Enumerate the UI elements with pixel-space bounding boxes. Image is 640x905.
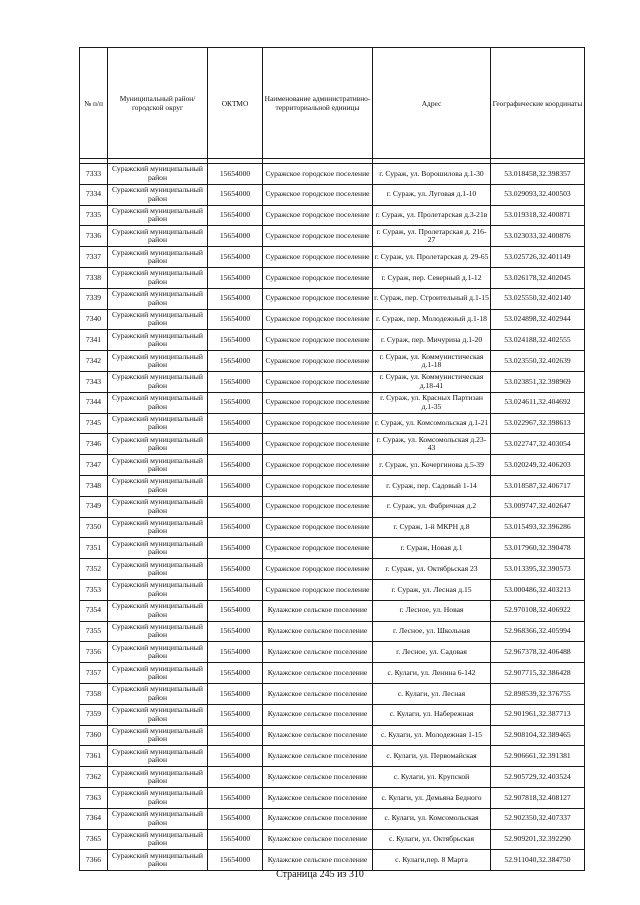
cell-oktmo: 15654000 <box>208 330 263 351</box>
cell-num: 7349 <box>80 496 108 517</box>
table-row <box>80 184 585 205</box>
table-row <box>80 434 585 455</box>
cell-oktmo: 15654000 <box>208 247 263 268</box>
cell-coords: 52.907715,32.386428 <box>491 663 585 684</box>
cell-name: Суражское городское поселение <box>263 496 373 517</box>
table-row <box>80 496 585 517</box>
cell-municipality: Суражский муниципальный район <box>108 579 208 600</box>
cell-name: Кулажское сельское поселение <box>263 600 373 621</box>
cell-num: 7348 <box>80 475 108 496</box>
header-oktmo: ОКТМО <box>208 48 263 159</box>
cell-coords: 53.018587,32.406717 <box>491 475 585 496</box>
cell-name: Суражское городское поселение <box>263 517 373 538</box>
cell-name: Кулажское сельское поселение <box>263 767 373 788</box>
cell-oktmo: 15654000 <box>208 288 263 309</box>
cell-address: с. Кулаги, ул. Октябрьская <box>373 829 491 850</box>
cell-num: 7345 <box>80 413 108 434</box>
cell-name: Кулажское сельское поселение <box>263 725 373 746</box>
cell-coords: 52.908104,32.389465 <box>491 725 585 746</box>
cell-address: с. Кулаги, ул. Демьяна Бедного <box>373 787 491 808</box>
cell-name: Суражское городское поселение <box>263 309 373 330</box>
cell-num: 7353 <box>80 579 108 600</box>
cell-name: Суражское городское поселение <box>263 267 373 288</box>
table-row <box>80 205 585 226</box>
header-name: Наименование административно-территориальной единицы <box>263 48 373 159</box>
table-row <box>80 309 585 330</box>
cell-address: г. Сураж, пер. Молодежный д.1-18 <box>373 309 491 330</box>
cell-coords: 53.022967,32.398613 <box>491 413 585 434</box>
cell-oktmo: 15654000 <box>208 621 263 642</box>
cell-address: г. Сураж, пер. Северный д.1-12 <box>373 267 491 288</box>
cell-num: 7339 <box>80 288 108 309</box>
table-row <box>80 559 585 580</box>
cell-municipality: Суражский муниципальный район <box>108 642 208 663</box>
cell-address: с. Кулаги,пер. 8 Марта <box>373 850 491 871</box>
cell-name: Кулажское сельское поселение <box>263 683 373 704</box>
cell-coords: 53.009747,32.402647 <box>491 496 585 517</box>
cell-num: 7363 <box>80 787 108 808</box>
cell-address: г. Сураж, ул. Луговая д.1-10 <box>373 184 491 205</box>
table-row <box>80 579 585 600</box>
cell-municipality: Суражский муниципальный район <box>108 184 208 205</box>
cell-num: 7343 <box>80 371 108 392</box>
cell-num: 7358 <box>80 683 108 704</box>
cell-name: Суражское городское поселение <box>263 184 373 205</box>
cell-municipality: Суражский муниципальный район <box>108 600 208 621</box>
table-row <box>80 725 585 746</box>
cell-oktmo: 15654000 <box>208 642 263 663</box>
table-row <box>80 517 585 538</box>
cell-num: 7350 <box>80 517 108 538</box>
cell-coords: 53.019318,32.400871 <box>491 205 585 226</box>
cell-coords: 52.906661,32.391381 <box>491 746 585 767</box>
header-address: Адрес <box>373 48 491 159</box>
cell-address: г. Сураж, ул. Комсомольская д.23-43 <box>373 434 491 455</box>
table-row <box>80 808 585 829</box>
registry-table <box>79 47 585 871</box>
cell-coords: 52.898539,32.376755 <box>491 683 585 704</box>
cell-name: Суражское городское поселение <box>263 330 373 351</box>
cell-address: г. Сураж, ул. Коммунистическая д.18-41 <box>373 371 491 392</box>
cell-municipality: Суражский муниципальный район <box>108 164 208 185</box>
cell-oktmo: 15654000 <box>208 767 263 788</box>
table-row <box>80 330 585 351</box>
cell-municipality: Суражский муниципальный район <box>108 746 208 767</box>
cell-address: с. Кулаги, ул. Лесная <box>373 683 491 704</box>
cell-municipality: Суражский муниципальный район <box>108 434 208 455</box>
table-row <box>80 392 585 413</box>
cell-oktmo: 15654000 <box>208 725 263 746</box>
cell-municipality: Суражский муниципальный район <box>108 351 208 372</box>
table-row <box>80 413 585 434</box>
cell-address: г. Сураж, ул. Кочергинова д.5-39 <box>373 455 491 476</box>
cell-num: 7361 <box>80 746 108 767</box>
page-number: Страница 245 из 310 <box>276 869 364 880</box>
cell-address: с. Кулаги, ул. Молодежная 1-15 <box>373 725 491 746</box>
cell-name: Кулажское сельское поселение <box>263 829 373 850</box>
cell-municipality: Суражский муниципальный район <box>108 808 208 829</box>
cell-municipality: Суражский муниципальный район <box>108 226 208 247</box>
cell-coords: 52.970108,32.406922 <box>491 600 585 621</box>
cell-coords: 53.025726,32.401149 <box>491 247 585 268</box>
cell-oktmo: 15654000 <box>208 267 263 288</box>
cell-oktmo: 15654000 <box>208 517 263 538</box>
cell-municipality: Суражский муниципальный район <box>108 371 208 392</box>
table-row <box>80 621 585 642</box>
cell-municipality: Суражский муниципальный район <box>108 392 208 413</box>
cell-oktmo: 15654000 <box>208 850 263 871</box>
cell-address: г. Сураж, пер. Садовый 1-14 <box>373 475 491 496</box>
table-body <box>80 159 585 871</box>
table-row <box>80 704 585 725</box>
cell-address: г. Сураж, ул. Красных Партизан д.1-35 <box>373 392 491 413</box>
cell-address: г. Сураж, ул. Пролетарская д. 29-65 <box>373 247 491 268</box>
cell-name: Суражское городское поселение <box>263 371 373 392</box>
cell-oktmo: 15654000 <box>208 392 263 413</box>
cell-name: Суражское городское поселение <box>263 559 373 580</box>
cell-num: 7364 <box>80 808 108 829</box>
table-row <box>80 829 585 850</box>
cell-address: г. Сураж, пер. Мичурина д.1-20 <box>373 330 491 351</box>
cell-name: Кулажское сельское поселение <box>263 642 373 663</box>
cell-oktmo: 15654000 <box>208 475 263 496</box>
cell-name: Суражское городское поселение <box>263 413 373 434</box>
cell-municipality: Суражский муниципальный район <box>108 850 208 871</box>
cell-municipality: Суражский муниципальный район <box>108 330 208 351</box>
cell-coords: 53.013395,32.390573 <box>491 559 585 580</box>
cell-address: с. Кулаги, ул. Первомайская <box>373 746 491 767</box>
table-row <box>80 663 585 684</box>
cell-municipality: Суражский муниципальный район <box>108 787 208 808</box>
cell-address: г. Сураж, ул. Октябрьская 23 <box>373 559 491 580</box>
cell-address: с. Кулаги, ул. Набережная <box>373 704 491 725</box>
cell-oktmo: 15654000 <box>208 434 263 455</box>
table-row <box>80 288 585 309</box>
cell-name: Суражское городское поселение <box>263 205 373 226</box>
cell-name: Кулажское сельское поселение <box>263 704 373 725</box>
table-row <box>80 787 585 808</box>
cell-municipality: Суражский муниципальный район <box>108 663 208 684</box>
table-row <box>80 600 585 621</box>
cell-num: 7338 <box>80 267 108 288</box>
cell-coords: 52.967378,32.406488 <box>491 642 585 663</box>
cell-municipality: Суражский муниципальный район <box>108 683 208 704</box>
cell-num: 7333 <box>80 164 108 185</box>
cell-num: 7356 <box>80 642 108 663</box>
cell-address: с. Кулаги, ул. Комсомольская <box>373 808 491 829</box>
cell-coords: 53.015493,32.396286 <box>491 517 585 538</box>
cell-oktmo: 15654000 <box>208 184 263 205</box>
cell-coords: 52.907818,32.408127 <box>491 787 585 808</box>
cell-address: г. Лесное, ул. Новая <box>373 600 491 621</box>
cell-name: Суражское городское поселение <box>263 351 373 372</box>
cell-name: Кулажское сельское поселение <box>263 663 373 684</box>
cell-coords: 53.020249,32.406203 <box>491 455 585 476</box>
cell-oktmo: 15654000 <box>208 455 263 476</box>
cell-municipality: Суражский муниципальный район <box>108 288 208 309</box>
cell-municipality: Суражский муниципальный район <box>108 559 208 580</box>
table-row <box>80 247 585 268</box>
cell-address: г. Лесное, ул. Школьная <box>373 621 491 642</box>
cell-municipality: Суражский муниципальный район <box>108 538 208 559</box>
cell-oktmo: 15654000 <box>208 371 263 392</box>
cell-coords: 53.023033,32.400876 <box>491 226 585 247</box>
cell-num: 7334 <box>80 184 108 205</box>
table-row <box>80 371 585 392</box>
cell-coords: 53.023550,32.402639 <box>491 351 585 372</box>
cell-coords: 52.911040,32.384750 <box>491 850 585 871</box>
table-row <box>80 267 585 288</box>
cell-oktmo: 15654000 <box>208 309 263 330</box>
cell-num: 7337 <box>80 247 108 268</box>
cell-address: г. Сураж, 1-й МКРН д.8 <box>373 517 491 538</box>
cell-address: г. Сураж, ул. Фабричная д.2 <box>373 496 491 517</box>
cell-oktmo: 15654000 <box>208 746 263 767</box>
cell-num: 7366 <box>80 850 108 871</box>
cell-num: 7362 <box>80 767 108 788</box>
cell-num: 7352 <box>80 559 108 580</box>
cell-municipality: Суражский муниципальный район <box>108 455 208 476</box>
cell-oktmo: 15654000 <box>208 579 263 600</box>
cell-name: Кулажское сельское поселение <box>263 621 373 642</box>
table-header-row <box>80 48 585 159</box>
cell-name: Суражское городское поселение <box>263 247 373 268</box>
cell-num: 7354 <box>80 600 108 621</box>
cell-address: г. Сураж, ул. Лесная д.15 <box>373 579 491 600</box>
cell-address: с. Кулаги, ул. Ленина 6-142 <box>373 663 491 684</box>
cell-municipality: Суражский муниципальный район <box>108 517 208 538</box>
cell-name: Суражское городское поселение <box>263 579 373 600</box>
cell-coords: 53.024611,32.404692 <box>491 392 585 413</box>
cell-municipality: Суражский муниципальный район <box>108 621 208 642</box>
table-row <box>80 767 585 788</box>
cell-address: г. Сураж, ул. Пролетарская д. 216-27 <box>373 226 491 247</box>
cell-oktmo: 15654000 <box>208 808 263 829</box>
cell-municipality: Суражский муниципальный район <box>108 704 208 725</box>
cell-oktmo: 15654000 <box>208 787 263 808</box>
cell-coords: 53.018458,32.398357 <box>491 164 585 185</box>
cell-oktmo: 15654000 <box>208 413 263 434</box>
cell-municipality: Суражский муниципальный район <box>108 475 208 496</box>
cell-num: 7359 <box>80 704 108 725</box>
cell-oktmo: 15654000 <box>208 663 263 684</box>
cell-coords: 52.909201,32.392290 <box>491 829 585 850</box>
cell-municipality: Суражский муниципальный район <box>108 309 208 330</box>
cell-coords: 52.902350,32.407337 <box>491 808 585 829</box>
cell-name: Суражское городское поселение <box>263 538 373 559</box>
cell-name: Суражское городское поселение <box>263 392 373 413</box>
cell-num: 7357 <box>80 663 108 684</box>
cell-oktmo: 15654000 <box>208 205 263 226</box>
cell-coords: 53.026178,32.402045 <box>491 267 585 288</box>
table-row <box>80 164 585 185</box>
header-coords: Географические координаты <box>491 48 585 159</box>
cell-municipality: Суражский муниципальный район <box>108 829 208 850</box>
cell-oktmo: 15654000 <box>208 683 263 704</box>
table-row <box>80 226 585 247</box>
table-row <box>80 746 585 767</box>
table-row <box>80 850 585 871</box>
cell-municipality: Суражский муниципальный район <box>108 247 208 268</box>
cell-name: Суражское городское поселение <box>263 455 373 476</box>
cell-address: г. Сураж, Новая д.1 <box>373 538 491 559</box>
table-row <box>80 455 585 476</box>
cell-municipality: Суражский муниципальный район <box>108 725 208 746</box>
cell-num: 7342 <box>80 351 108 372</box>
cell-oktmo: 15654000 <box>208 164 263 185</box>
table-row <box>80 642 585 663</box>
cell-num: 7347 <box>80 455 108 476</box>
cell-municipality: Суражский муниципальный район <box>108 267 208 288</box>
cell-address: г. Сураж, ул. Ворошилова д.1-30 <box>373 164 491 185</box>
cell-municipality: Суражский муниципальный район <box>108 496 208 517</box>
cell-address: г. Сураж, ул. Пролетарская д.3-21в <box>373 205 491 226</box>
cell-oktmo: 15654000 <box>208 600 263 621</box>
cell-coords: 53.025550,32.402140 <box>491 288 585 309</box>
cell-name: Суражское городское поселение <box>263 164 373 185</box>
cell-num: 7341 <box>80 330 108 351</box>
cell-coords: 53.022747,32.403054 <box>491 434 585 455</box>
cell-municipality: Суражский муниципальный район <box>108 413 208 434</box>
cell-num: 7360 <box>80 725 108 746</box>
cell-coords: 52.968366,32.405994 <box>491 621 585 642</box>
cell-num: 7344 <box>80 392 108 413</box>
cell-address: г. Сураж, пер. Строительный д.1-15 <box>373 288 491 309</box>
table-row <box>80 475 585 496</box>
cell-oktmo: 15654000 <box>208 496 263 517</box>
cell-address: г. Сураж, ул. Коммунистическая д.1-18 <box>373 351 491 372</box>
cell-num: 7351 <box>80 538 108 559</box>
table-row <box>80 683 585 704</box>
cell-num: 7340 <box>80 309 108 330</box>
cell-name: Кулажское сельское поселение <box>263 808 373 829</box>
table-row <box>80 538 585 559</box>
cell-num: 7336 <box>80 226 108 247</box>
cell-oktmo: 15654000 <box>208 829 263 850</box>
cell-name: Кулажское сельское поселение <box>263 746 373 767</box>
cell-oktmo: 15654000 <box>208 559 263 580</box>
cell-coords: 52.905729,32.403524 <box>491 767 585 788</box>
table-row <box>80 351 585 372</box>
cell-num: 7335 <box>80 205 108 226</box>
cell-coords: 53.023851,32.398969 <box>491 371 585 392</box>
cell-num: 7355 <box>80 621 108 642</box>
cell-num: 7346 <box>80 434 108 455</box>
cell-coords: 53.024188,32.402555 <box>491 330 585 351</box>
cell-oktmo: 15654000 <box>208 704 263 725</box>
cell-oktmo: 15654000 <box>208 226 263 247</box>
cell-municipality: Суражский муниципальный район <box>108 767 208 788</box>
cell-name: Суражское городское поселение <box>263 434 373 455</box>
header-municipality: Муниципальный район/городской округ <box>108 48 208 159</box>
cell-address: г. Сураж, ул. Комсомольская д.1-21 <box>373 413 491 434</box>
header-num: № п/п <box>80 48 108 159</box>
cell-name: Суражское городское поселение <box>263 475 373 496</box>
cell-coords: 53.024898,32.402944 <box>491 309 585 330</box>
cell-oktmo: 15654000 <box>208 351 263 372</box>
cell-name: Кулажское сельское поселение <box>263 787 373 808</box>
cell-address: с. Кулаги, ул. Крупской <box>373 767 491 788</box>
cell-municipality: Суражский муниципальный район <box>108 205 208 226</box>
cell-name: Суражское городское поселение <box>263 288 373 309</box>
cell-coords: 53.029093,32.400503 <box>491 184 585 205</box>
cell-coords: 53.000486,32.403213 <box>491 579 585 600</box>
cell-coords: 53.017960,32.390478 <box>491 538 585 559</box>
cell-address: г. Лесное, ул. Садовая <box>373 642 491 663</box>
cell-name: Кулажское сельское поселение <box>263 850 373 871</box>
cell-name: Суражское городское поселение <box>263 226 373 247</box>
cell-coords: 52.901961,32.387713 <box>491 704 585 725</box>
cell-num: 7365 <box>80 829 108 850</box>
cell-oktmo: 15654000 <box>208 538 263 559</box>
